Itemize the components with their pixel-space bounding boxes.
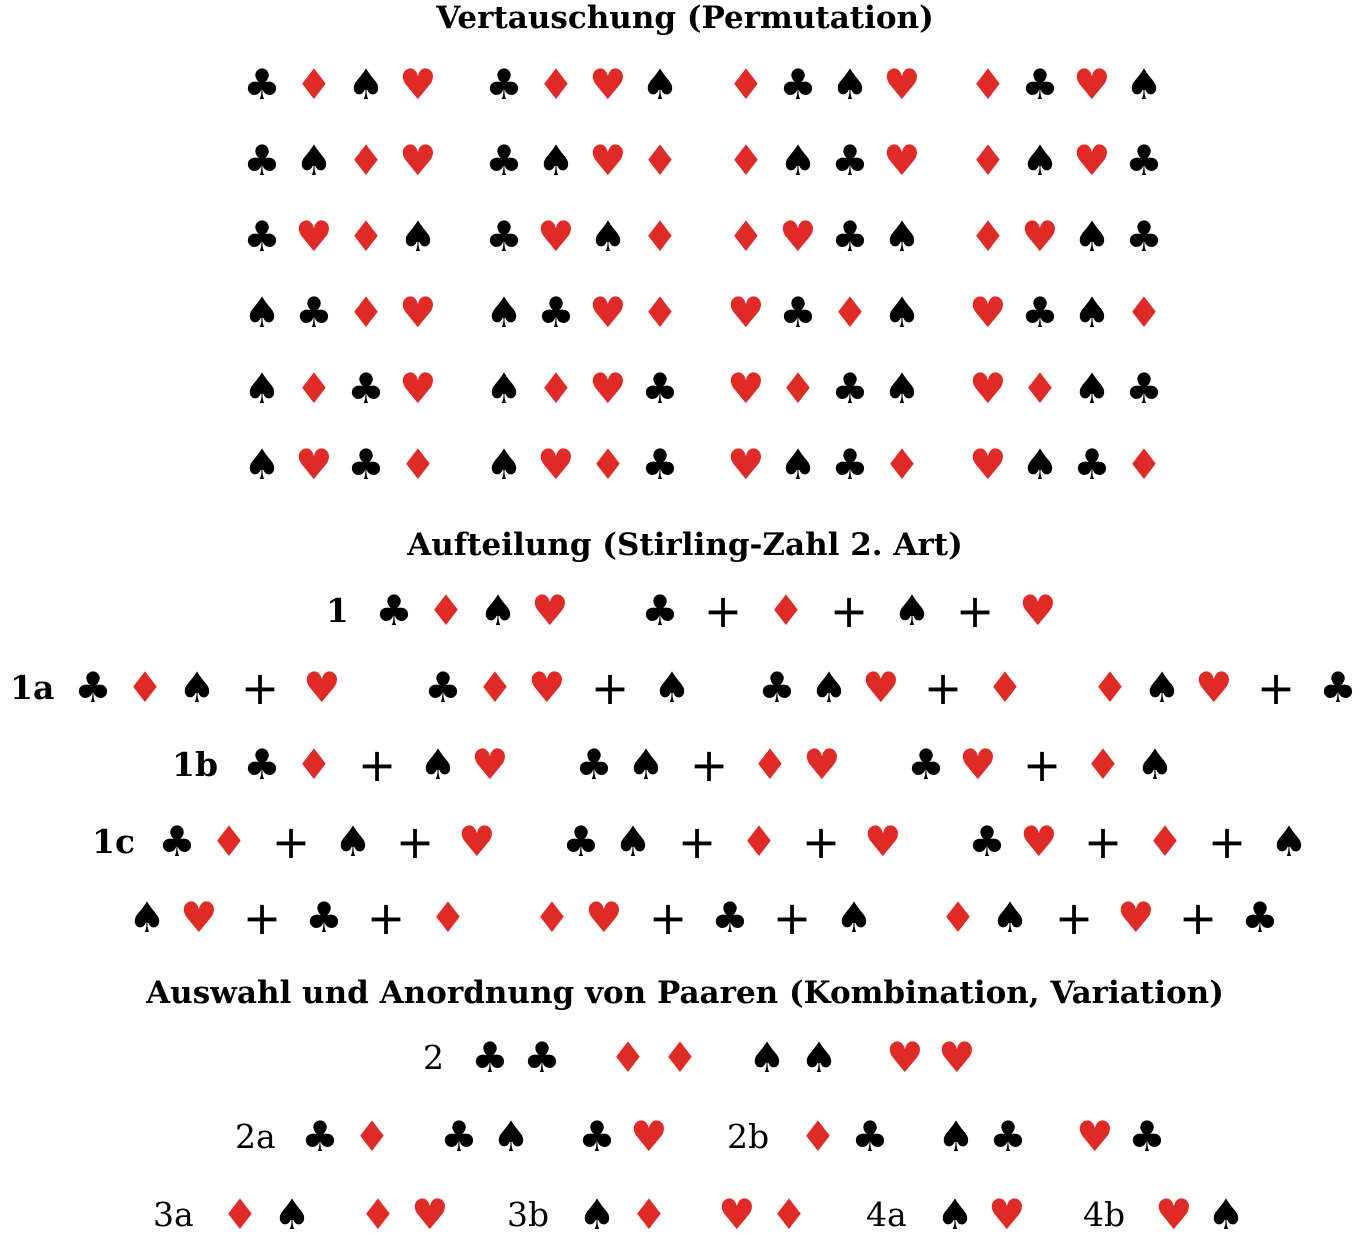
heart-icon: ♥ xyxy=(537,212,575,261)
pairs-row-2b xyxy=(0,1112,1370,1162)
pairs-row-4b xyxy=(0,1190,1370,1240)
plus-sign: + xyxy=(242,891,282,945)
permutation-group xyxy=(0,136,1370,186)
club-icon: ♣ xyxy=(158,817,196,866)
heart-icon: ♥ xyxy=(471,740,509,789)
club-icon: ♣ xyxy=(1319,663,1357,712)
spade-icon: ♠ xyxy=(937,1112,975,1161)
spade-icon: ♠ xyxy=(653,663,691,712)
club-icon: ♣ xyxy=(1021,60,1059,109)
club-icon: ♣ xyxy=(1073,440,1111,489)
row-label: 2 xyxy=(423,1038,444,1077)
spade-icon: ♠ xyxy=(748,1033,786,1082)
heart-icon: ♥ xyxy=(969,364,1007,413)
diamond-icon: ♦ xyxy=(727,60,765,109)
spade-icon: ♠ xyxy=(273,1190,311,1239)
permutation-group xyxy=(0,440,1370,490)
diamond-icon: ♦ xyxy=(779,364,817,413)
partition-row-1-split xyxy=(0,586,1370,636)
partition-row-1a xyxy=(0,663,1370,713)
spade-icon: ♠ xyxy=(1207,1190,1245,1239)
plus-sign: + xyxy=(357,738,397,792)
spade-icon: ♠ xyxy=(295,136,333,185)
club-icon: ♣ xyxy=(485,60,523,109)
diamond-icon: ♦ xyxy=(399,440,437,489)
club-icon: ♣ xyxy=(1125,212,1163,261)
club-icon: ♣ xyxy=(243,212,281,261)
heart-icon: ♥ xyxy=(399,288,437,337)
heart-icon: ♥ xyxy=(295,440,333,489)
club-icon: ♣ xyxy=(485,212,523,261)
heart-icon: ♥ xyxy=(803,740,841,789)
club-icon: ♣ xyxy=(485,136,523,185)
heart-icon: ♥ xyxy=(988,1190,1026,1239)
club-icon: ♣ xyxy=(1128,1112,1166,1161)
club-icon: ♣ xyxy=(1125,136,1163,185)
row-label: 4b xyxy=(1083,1195,1126,1234)
row-label: 2a xyxy=(235,1117,276,1156)
diamond-icon: ♦ xyxy=(221,1190,259,1239)
heart-icon: ♥ xyxy=(1019,586,1057,635)
diamond-icon: ♦ xyxy=(295,740,333,789)
diamond-icon: ♦ xyxy=(359,1190,397,1239)
plus-sign: + xyxy=(1022,738,1062,792)
diamond-icon: ♦ xyxy=(770,1190,808,1239)
row-label: 1 xyxy=(326,591,349,630)
club-icon: ♣ xyxy=(243,136,281,185)
club-icon: ♣ xyxy=(1241,893,1279,942)
plus-sign: + xyxy=(395,815,435,869)
club-icon: ♣ xyxy=(523,1033,561,1082)
plus-sign: + xyxy=(829,584,869,638)
heart-icon: ♥ xyxy=(862,663,900,712)
plus-sign: + xyxy=(1178,891,1218,945)
permutation-group xyxy=(0,212,1370,262)
club-icon: ♣ xyxy=(375,586,413,635)
permutation-group xyxy=(0,288,1370,338)
heart-icon: ♥ xyxy=(458,817,496,866)
diamond-icon: ♦ xyxy=(537,364,575,413)
spade-icon: ♠ xyxy=(485,288,523,337)
heart-icon: ♥ xyxy=(399,364,437,413)
diamond-icon: ♦ xyxy=(429,893,467,942)
club-icon: ♣ xyxy=(1021,288,1059,337)
club-icon: ♣ xyxy=(779,60,817,109)
spade-icon: ♠ xyxy=(991,893,1029,942)
club-icon: ♣ xyxy=(578,1112,616,1161)
plus-sign: + xyxy=(689,738,729,792)
club-icon: ♣ xyxy=(831,364,869,413)
heart-icon: ♥ xyxy=(589,136,627,185)
spade-icon: ♠ xyxy=(399,212,437,261)
spade-icon: ♠ xyxy=(589,212,627,261)
heart-icon: ♥ xyxy=(883,60,921,109)
partition-row-1b xyxy=(0,740,1370,790)
diamond-icon: ♦ xyxy=(609,1033,647,1082)
permutation-title: Vertauschung (Permutation) xyxy=(436,0,934,36)
spade-icon: ♠ xyxy=(936,1190,974,1239)
diamond-icon: ♦ xyxy=(476,663,514,712)
plus-sign: + xyxy=(648,891,688,945)
spade-icon: ♠ xyxy=(243,364,281,413)
heart-icon: ♥ xyxy=(399,60,437,109)
club-icon: ♣ xyxy=(831,136,869,185)
diamond-icon: ♦ xyxy=(969,136,1007,185)
spade-icon: ♠ xyxy=(779,136,817,185)
row-label: 4a xyxy=(866,1195,907,1234)
heart-icon: ♥ xyxy=(295,212,333,261)
spade-icon: ♠ xyxy=(810,663,848,712)
heart-icon: ♥ xyxy=(886,1033,924,1082)
club-icon: ♣ xyxy=(295,288,333,337)
heart-icon: ♥ xyxy=(1020,817,1058,866)
diamond-icon: ♦ xyxy=(533,893,571,942)
heart-icon: ♥ xyxy=(969,440,1007,489)
club-icon: ♣ xyxy=(243,60,281,109)
plus-sign: + xyxy=(240,661,280,715)
spade-icon: ♠ xyxy=(835,893,873,942)
diamond-icon: ♦ xyxy=(767,586,805,635)
heart-icon: ♥ xyxy=(1195,663,1233,712)
diamond-icon: ♦ xyxy=(1084,740,1122,789)
row-label: 1b xyxy=(172,745,219,784)
heart-icon: ♥ xyxy=(528,663,566,712)
club-icon: ♣ xyxy=(641,586,679,635)
heart-icon: ♥ xyxy=(1021,212,1059,261)
diamond-icon: ♦ xyxy=(641,136,679,185)
club-icon: ♣ xyxy=(831,212,869,261)
diamond-icon: ♦ xyxy=(986,663,1024,712)
diamond-icon: ♦ xyxy=(969,60,1007,109)
spade-icon: ♠ xyxy=(485,440,523,489)
diamond-icon: ♦ xyxy=(641,212,679,261)
heart-icon: ♥ xyxy=(718,1190,756,1239)
spade-icon: ♠ xyxy=(614,817,652,866)
club-icon: ♣ xyxy=(347,440,385,489)
diamond-icon: ♦ xyxy=(537,60,575,109)
spade-icon: ♠ xyxy=(492,1112,530,1161)
diamond-icon: ♦ xyxy=(641,288,679,337)
heart-icon: ♥ xyxy=(630,1112,668,1161)
spade-icon: ♠ xyxy=(800,1033,838,1082)
diamond-icon: ♦ xyxy=(661,1033,699,1082)
club-icon: ♣ xyxy=(779,288,817,337)
club-icon: ♣ xyxy=(968,817,1006,866)
diamond-icon: ♦ xyxy=(740,817,778,866)
spade-icon: ♠ xyxy=(578,1190,616,1239)
partition-row-1c-cont xyxy=(0,893,1370,943)
spade-icon: ♠ xyxy=(883,364,921,413)
diamond-icon: ♦ xyxy=(1146,817,1184,866)
club-icon: ♣ xyxy=(711,893,749,942)
club-icon: ♣ xyxy=(831,440,869,489)
plus-sign: + xyxy=(366,891,406,945)
spade-icon: ♠ xyxy=(485,364,523,413)
heart-icon: ♥ xyxy=(1073,136,1111,185)
diamond-icon: ♦ xyxy=(939,893,977,942)
spade-icon: ♠ xyxy=(641,60,679,109)
diamond-icon: ♦ xyxy=(347,136,385,185)
plus-sign: + xyxy=(1256,661,1296,715)
heart-icon: ♥ xyxy=(969,288,1007,337)
plus-sign: + xyxy=(1083,815,1123,869)
diamond-icon: ♦ xyxy=(727,212,765,261)
spade-icon: ♠ xyxy=(1125,60,1163,109)
partition-title: Aufteilung (Stirling-Zahl 2. Art) xyxy=(407,527,963,563)
spade-icon: ♠ xyxy=(1073,364,1111,413)
diamond-icon: ♦ xyxy=(126,663,164,712)
heart-icon: ♥ xyxy=(180,893,218,942)
row-label: 3a xyxy=(153,1195,194,1234)
diamond-icon: ♦ xyxy=(589,440,627,489)
diamond-icon: ♦ xyxy=(347,288,385,337)
heart-icon: ♥ xyxy=(1155,1190,1193,1239)
heart-icon: ♥ xyxy=(303,663,341,712)
club-icon: ♣ xyxy=(1125,364,1163,413)
heart-icon: ♥ xyxy=(589,60,627,109)
club-icon: ♣ xyxy=(989,1112,1027,1161)
heart-icon: ♥ xyxy=(727,364,765,413)
heart-icon: ♥ xyxy=(585,893,623,942)
club-icon: ♣ xyxy=(562,817,600,866)
permutation-group xyxy=(0,60,1370,110)
plus-sign: + xyxy=(590,661,630,715)
plus-sign: + xyxy=(801,815,841,869)
diamond-icon: ♦ xyxy=(1021,364,1059,413)
spade-icon: ♠ xyxy=(334,817,372,866)
diamond-icon: ♦ xyxy=(1125,288,1163,337)
spade-icon: ♠ xyxy=(1136,740,1174,789)
club-icon: ♣ xyxy=(641,364,679,413)
diamond-icon: ♦ xyxy=(1091,663,1129,712)
club-icon: ♣ xyxy=(440,1112,478,1161)
partition-row-1c xyxy=(0,817,1370,867)
heart-icon: ♥ xyxy=(537,440,575,489)
club-icon: ♣ xyxy=(851,1112,889,1161)
spade-icon: ♠ xyxy=(419,740,457,789)
heart-icon: ♥ xyxy=(1076,1112,1114,1161)
pairs-title: Auswahl und Anordnung von Paaren (Kombination, Variation) xyxy=(146,975,1224,1011)
spade-icon: ♠ xyxy=(128,893,166,942)
heart-icon: ♥ xyxy=(959,740,997,789)
spade-icon: ♠ xyxy=(883,288,921,337)
heart-icon: ♥ xyxy=(883,136,921,185)
diamond-icon: ♦ xyxy=(799,1112,837,1161)
diamond-icon: ♦ xyxy=(295,60,333,109)
spade-icon: ♠ xyxy=(243,288,281,337)
club-icon: ♣ xyxy=(641,440,679,489)
plus-sign: + xyxy=(271,815,311,869)
spade-icon: ♠ xyxy=(479,586,517,635)
club-icon: ♣ xyxy=(471,1033,509,1082)
heart-icon: ♥ xyxy=(938,1033,976,1082)
pairs-row-2 xyxy=(0,1033,1370,1083)
heart-icon: ♥ xyxy=(589,288,627,337)
row-label: 1c xyxy=(92,822,136,861)
plus-sign: + xyxy=(923,661,963,715)
row-label: 3b xyxy=(507,1195,550,1234)
diamond-icon: ♦ xyxy=(751,740,789,789)
heart-icon: ♥ xyxy=(1117,893,1155,942)
club-icon: ♣ xyxy=(301,1112,339,1161)
club-icon: ♣ xyxy=(305,893,343,942)
club-icon: ♣ xyxy=(537,288,575,337)
heart-icon: ♥ xyxy=(399,136,437,185)
spade-icon: ♠ xyxy=(831,60,869,109)
club-icon: ♣ xyxy=(907,740,945,789)
heart-icon: ♥ xyxy=(1073,60,1111,109)
spade-icon: ♠ xyxy=(1021,136,1059,185)
diamond-icon: ♦ xyxy=(353,1112,391,1161)
spade-icon: ♠ xyxy=(1073,288,1111,337)
plus-sign: + xyxy=(703,584,743,638)
diamond-icon: ♦ xyxy=(969,212,1007,261)
heart-icon: ♥ xyxy=(727,288,765,337)
spade-icon: ♠ xyxy=(893,586,931,635)
spade-icon: ♠ xyxy=(1021,440,1059,489)
spade-icon: ♠ xyxy=(779,440,817,489)
diamond-icon: ♦ xyxy=(347,212,385,261)
heart-icon: ♥ xyxy=(411,1190,449,1239)
club-icon: ♣ xyxy=(424,663,462,712)
permutation-group xyxy=(0,364,1370,414)
club-icon: ♣ xyxy=(347,364,385,413)
club-icon: ♣ xyxy=(575,740,613,789)
spade-icon: ♠ xyxy=(347,60,385,109)
diamond-icon: ♦ xyxy=(427,586,465,635)
club-icon: ♣ xyxy=(758,663,796,712)
spade-icon: ♠ xyxy=(1073,212,1111,261)
spade-icon: ♠ xyxy=(883,212,921,261)
spade-icon: ♠ xyxy=(178,663,216,712)
heart-icon: ♥ xyxy=(779,212,817,261)
row-label: 1a xyxy=(10,668,55,707)
diamond-icon: ♦ xyxy=(210,817,248,866)
heart-icon: ♥ xyxy=(589,364,627,413)
club-icon: ♣ xyxy=(243,740,281,789)
diamond-icon: ♦ xyxy=(831,288,869,337)
plus-sign: + xyxy=(1054,891,1094,945)
club-icon: ♣ xyxy=(74,663,112,712)
plus-sign: + xyxy=(772,891,812,945)
heart-icon: ♥ xyxy=(864,817,902,866)
spade-icon: ♠ xyxy=(1270,817,1308,866)
plus-sign: + xyxy=(677,815,717,869)
diamond-icon: ♦ xyxy=(883,440,921,489)
heart-icon: ♥ xyxy=(727,440,765,489)
spade-icon: ♠ xyxy=(537,136,575,185)
spade-icon: ♠ xyxy=(243,440,281,489)
spade-icon: ♠ xyxy=(627,740,665,789)
diamond-icon: ♦ xyxy=(727,136,765,185)
diamond-icon: ♦ xyxy=(630,1190,668,1239)
plus-sign: + xyxy=(955,584,995,638)
diamond-icon: ♦ xyxy=(1125,440,1163,489)
diamond-icon: ♦ xyxy=(295,364,333,413)
row-label: 2b xyxy=(727,1117,770,1156)
heart-icon: ♥ xyxy=(531,586,569,635)
plus-sign: + xyxy=(1207,815,1247,869)
spade-icon: ♠ xyxy=(1143,663,1181,712)
